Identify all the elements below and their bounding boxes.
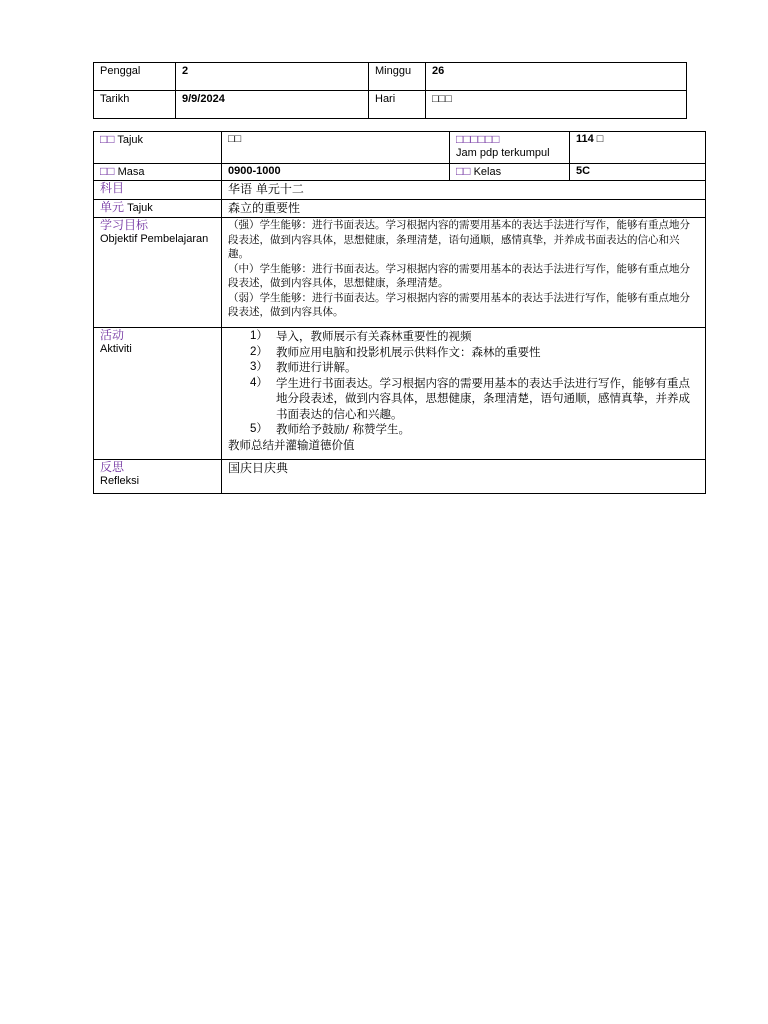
unit-value: 森立的重要性 — [222, 200, 706, 218]
masa-label-ms: Masa — [117, 166, 145, 178]
unit-label-zh: 单元 — [100, 200, 125, 214]
objective-strong: （强）学生能够：进行书面表达。学习根据内容的需要用基本的表达手法进行写作，能够有重点地分段表述，做到内容具体，思想健康，条理清楚，语句通顺，感情真挚，并养成书面表达的信心和兴趣。 — [228, 219, 690, 260]
activity-number: 4） — [250, 376, 268, 389]
activity-item — [228, 422, 699, 438]
jam-label-cell — [450, 132, 570, 164]
masa-row — [94, 164, 706, 181]
objective-label-zh: 学习目标 — [100, 218, 149, 232]
jam-label-zh: □□□□□□ — [456, 132, 500, 146]
activity-text: 学生进行书面表达。学习根据内容的需要用基本的表达手法进行写作，能够有重点地分段表述，做到内容具体，思想健康，条理清楚，语句通顺，感情真挚，并养成书面表达的信心和兴趣。 — [276, 375, 690, 421]
activity-item — [228, 376, 699, 423]
activity-number: 3） — [250, 361, 268, 373]
activity-text: 教师给予鼓励/ 称赞学生。 — [276, 422, 411, 436]
masa-label-cell — [94, 164, 222, 181]
activity-text: 导入，教师展示有关森林重要性的视频 — [276, 329, 472, 343]
activity-text: 教师进行讲解。 — [276, 360, 357, 374]
reflection-value: 国庆日庆典 — [222, 460, 706, 494]
objective-weak: （弱）学生能够：进行书面表达。学习根据内容的需要用基本的表达手法进行写作，能够有重点地分段表述，做到内容具体。 — [228, 291, 690, 318]
tajuk-value: □□ — [222, 132, 450, 164]
masa-label-zh: □□ — [100, 164, 115, 178]
subject-row — [94, 181, 706, 200]
header-table — [93, 62, 687, 119]
activity-item — [228, 345, 699, 361]
subject-label-cell — [94, 181, 222, 200]
activity-label-ms: Aktiviti — [100, 343, 132, 355]
reflection-label-ms: Refleksi — [100, 475, 140, 487]
jam-label-ms: Jam pdp terkumpul — [456, 147, 550, 159]
activity-item — [228, 329, 699, 345]
jam-value: 114 □ — [570, 132, 706, 164]
activity-number: 5） — [250, 423, 268, 435]
header-row-1 — [94, 63, 687, 91]
kelas-value: 5C — [570, 164, 706, 181]
minggu-value: 26 — [426, 63, 687, 91]
unit-row — [94, 200, 706, 218]
activity-number: 2） — [250, 345, 268, 358]
objective-medium: （中）学生能够：进行书面表达。学习根据内容的需要用基本的表达手法进行写作，能够有重点地分段表述，做到内容具体，思想健康，条理清楚。 — [228, 262, 690, 289]
objective-row — [94, 218, 706, 328]
tajuk-label-zh: □□ — [100, 132, 115, 146]
tajuk-row — [94, 132, 706, 164]
activity-row — [94, 328, 706, 460]
tajuk-label-ms: Tajuk — [117, 134, 144, 146]
reflection-label-cell — [94, 460, 222, 494]
kelas-label-ms: Kelas — [473, 166, 502, 178]
header-row-2 — [94, 91, 687, 119]
activity-number: 1） — [250, 330, 268, 342]
objective-label-cell — [94, 218, 222, 328]
tajuk-label-cell — [94, 132, 222, 164]
masa-value: 0900-1000 — [222, 164, 450, 181]
tarikh-label: Tarikh — [94, 91, 176, 119]
minggu-label: Minggu — [369, 63, 426, 91]
activity-content — [222, 328, 706, 460]
unit-label-ms: Tajuk — [127, 202, 153, 214]
objective-content — [222, 218, 706, 328]
activity-summary: 教师总结并灌输道德价值 — [228, 437, 355, 452]
reflection-row — [94, 460, 706, 494]
hari-value: □□□ — [426, 91, 687, 119]
unit-label-cell — [94, 200, 222, 218]
reflection-label-zh: 反思 — [100, 460, 125, 474]
activity-label-cell — [94, 328, 222, 460]
activity-label-zh: 活动 — [100, 328, 125, 342]
kelas-label-zh: □□ — [456, 164, 471, 178]
lesson-plan-table — [93, 131, 706, 494]
kelas-label-cell — [450, 164, 570, 181]
activity-item — [228, 360, 699, 376]
activity-text: 教师应用电脑和投影机展示供料作文：森林的重要性 — [276, 344, 541, 359]
hari-label: Hari — [369, 91, 426, 119]
tarikh-value: 9/9/2024 — [176, 91, 369, 119]
subject-value: 华语 单元十二 — [222, 181, 706, 200]
objective-label-ms: Objektif Pembelajaran — [100, 233, 209, 245]
penggal-label: Penggal — [94, 63, 176, 91]
penggal-value: 2 — [176, 63, 369, 91]
subject-label: 科目 — [100, 181, 125, 195]
